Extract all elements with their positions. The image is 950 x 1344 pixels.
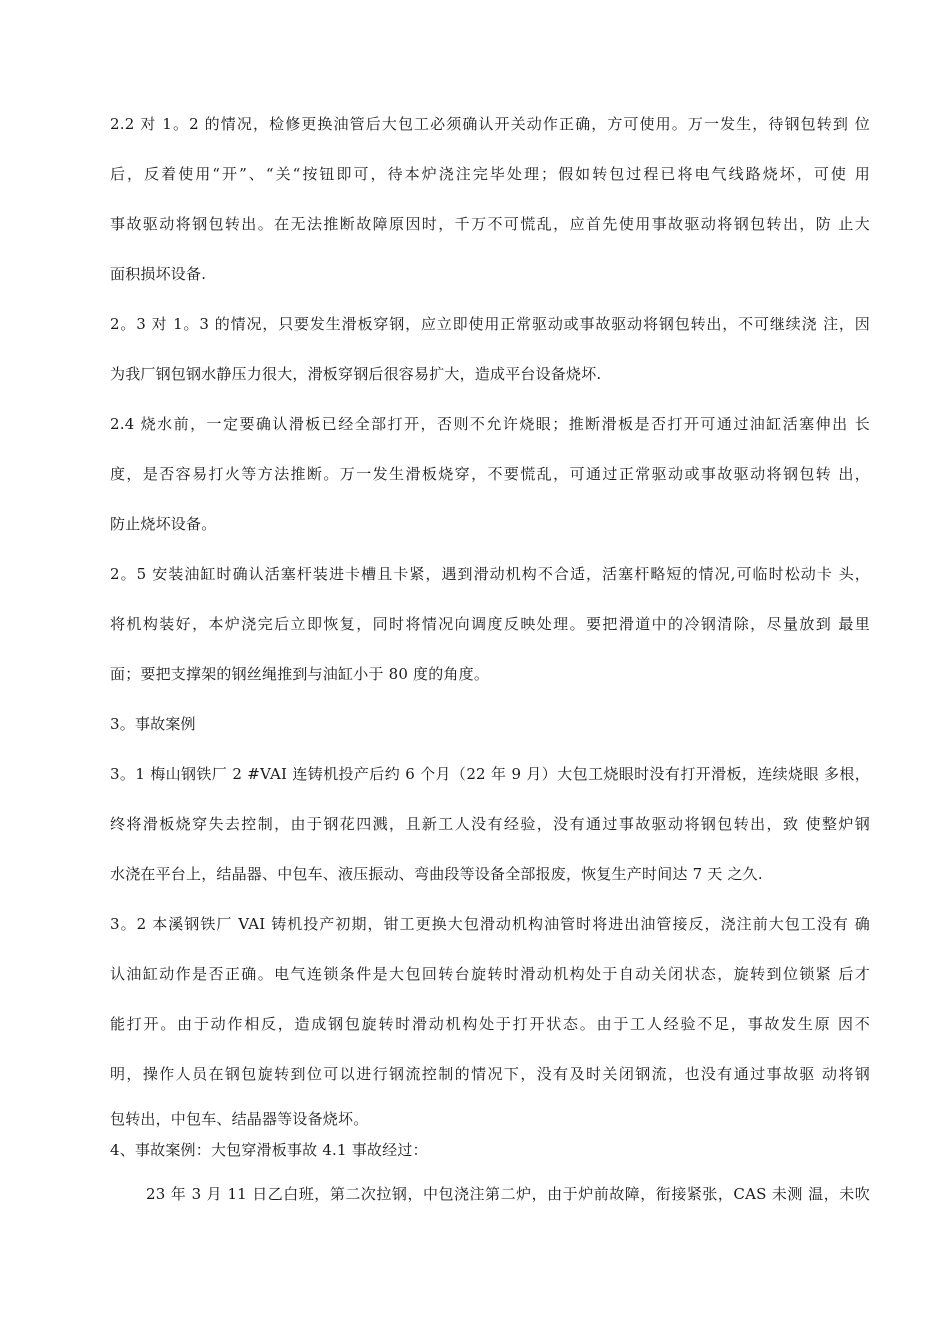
text-line-11: 将机构装好，本炉浇完后立即恢复，同时将情况向调度反映处理。要把滑道中的冷钢清除，尽量放到 最里 <box>110 615 870 633</box>
text-line-7: 2.4 烧水前，一定要确认滑板已经全部打开，否则不允许烧眼；推断滑板是否打开可通过油缸活塞伸出 长 <box>110 415 870 433</box>
text-line-14: 3。1 梅山钢铁厂 2 #VAI 连铸机投产后约 6 个月（22 年 9 月）大包工烧眼时没有打开滑板，连续烧眼 多根， <box>110 765 870 783</box>
case-heading: 4、事故案例：大包穿滑板事故 4.1 事故经过： <box>110 1141 428 1159</box>
text-line-12: 面；要把支撑架的钢丝绳推到与油缸小于 80 度的角度。 <box>110 665 490 683</box>
text-line-8: 度，是否容易打火等方法推断。万一发生滑板烧穿，不要慌乱，可通过正常驱动或事故驱动将钢包转 出， <box>110 465 870 483</box>
text-line-20: 明，操作人员在钢包旋转到位可以进行钢流控制的情况下，没有及时关闭钢流，也没有通过事故驱 动将钢 <box>110 1065 870 1083</box>
text-line-17: 3。2 本溪钢铁厂 VAI 铸机投产初期，钳工更换大包滑动机构油管时将进出油管接反，浇注前大包工没有 确 <box>110 915 870 933</box>
text-line-6: 为我厂钢包钢水静压力很大，滑板穿钢后很容易扩大，造成平台设备烧坏. <box>110 365 602 383</box>
text-line-16: 水浇在平台上，结晶器、中包车、液压振动、弯曲段等设备全部报废，恢复生产时间达 7 天 之久. <box>110 865 763 883</box>
text-line-21: 包转出，中包车、结晶器等设备烧坏。 <box>110 1110 369 1128</box>
text-line-18: 认油缸动作是否正确。电气连锁条件是大包回转台旋转时滑动机构处于自动关闭状态，旋转到位锁紧 后才 <box>110 965 870 983</box>
text-line-5: 2。3 对 1。3 的情况，只要发生滑板穿钢，应立即使用正常驱动或事故驱动将钢包转出，不可继续浇 注，因 <box>110 315 870 333</box>
text-line-2: 后，反着使用“开”、“关“按钮即可，待本炉浇注完毕处理；假如转包过程已将电气线路烧坏，可使 用 <box>110 165 870 183</box>
text-line-4: 面积损坏设备. <box>110 265 207 283</box>
text-line-19: 能打开。由于动作相反，造成钢包旋转时滑动机构处于打开状态。由于工人经验不足，事故发生原 因不 <box>110 1015 870 1033</box>
text-line-23: 23 年 3 月 11 日乙白班，第二次拉钢，中包浇注第二炉，由于炉前故障，衔接紧张，CAS 未测 温，未吹 <box>146 1185 870 1203</box>
text-line-10: 2。5 安装油缸时确认活塞杆装进卡槽且卡紧，遇到滑动机构不合适，活塞杆略短的情况,可临时松动卡 头， <box>110 565 870 583</box>
text-line-3: 事故驱动将钢包转出。在无法推断故障原因时，千万不可慌乱，应首先使用事故驱动将钢包转出，防 止大 <box>110 215 870 233</box>
text-line-1: 2.2 对 1。2 的情况，检修更换油管后大包工必须确认开关动作正确，方可使用。万一发生，待钢包转到 位 <box>110 115 870 133</box>
text-line-15: 终将滑板烧穿失去控制，由于钢花四溅，且新工人没有经验，没有通过事故驱动将钢包转出，致 使整炉钢 <box>110 815 870 833</box>
text-line-9: 防止烧坏设备。 <box>110 515 217 533</box>
section-heading: 3。事故案例 <box>110 715 196 733</box>
